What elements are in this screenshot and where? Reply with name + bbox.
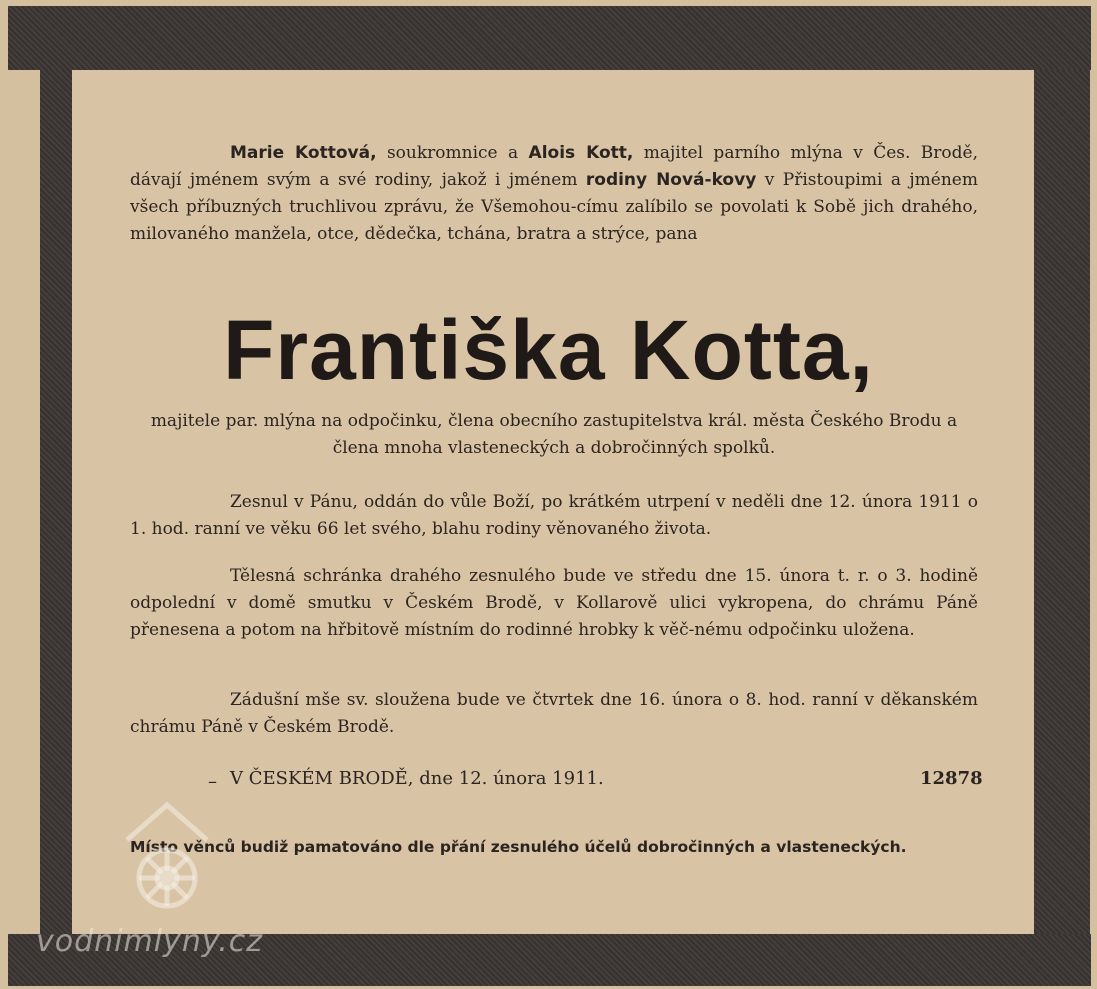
son-name: Alois Kott,: [528, 143, 634, 163]
death-paragraph: Zesnul v Pánu, oddán do vůle Boží, po krátkém utrpení v neděli dne 12. února 1911 o 1. hod. ranní ve věku 66 let svého, blahu rodiny věnovaného života.: [130, 492, 978, 539]
watermark: vodnimlyny.cz: [36, 924, 264, 959]
burial-paragraph: Tělesná schránka drahého zesnulého bude ve středu dne 15. února t. r. o 3. hodině odpolední v domě smutku v Českém Brodě, v Kollarově ulici vykropena, do chrámu Páně přenesena a potom na hřbitově místním do rodinné hrobky k věč-nému odpočinku uložena.: [130, 566, 978, 640]
deceased-name: Františka Kotta,: [223, 303, 874, 397]
intro-text-3: v Přistoupimi a jménem všech příbuzných truchlivou zprávu, že Všemohou-címu zalíbilo se povolati k Sobě jich drahého, milovaného manžela, otce, dědečka, tchána, bratra a strýce, pana: [130, 170, 978, 244]
watermill-logo-icon: [112, 790, 222, 920]
mass-paragraph: Zádušní mše sv. sloužena bude ve čtvrtek dne 16. února o 8. hod. ranní v děkanském chrámu Páně v Českém Brodě.: [130, 690, 978, 737]
widow-name: Marie Kottová,: [230, 143, 377, 163]
intro-paragraph: [130, 140, 978, 248]
notice-number: 12878: [920, 768, 983, 789]
dateline-dash: –: [208, 771, 217, 792]
intro-text-1: soukromnice a: [376, 143, 529, 163]
mourning-border-right: [1034, 70, 1090, 934]
wish-note: Místo věnců budiž pamatováno dle přání zesnulého účelů dobročinných a vlasteneckých.: [130, 838, 907, 856]
mourning-border-left: [40, 70, 72, 934]
dateline: V ČESKÉM BRODĚ, dne 12. února 1911.: [230, 768, 604, 789]
family-name: rodiny Nová-kovy: [585, 170, 757, 190]
deceased-title: majitele par. mlýna na odpočinku, člena obecního zastupitelstva král. města Českého Brodu a člena mnoha vlasteneckých a dobročinných spolků.: [150, 411, 958, 458]
intro-text-2: majitel parního mlýna v Čes. Brodě, dávají jménem svým a své rodiny, jakož i jménem: [130, 143, 978, 190]
mourning-border-top: [8, 6, 1091, 70]
